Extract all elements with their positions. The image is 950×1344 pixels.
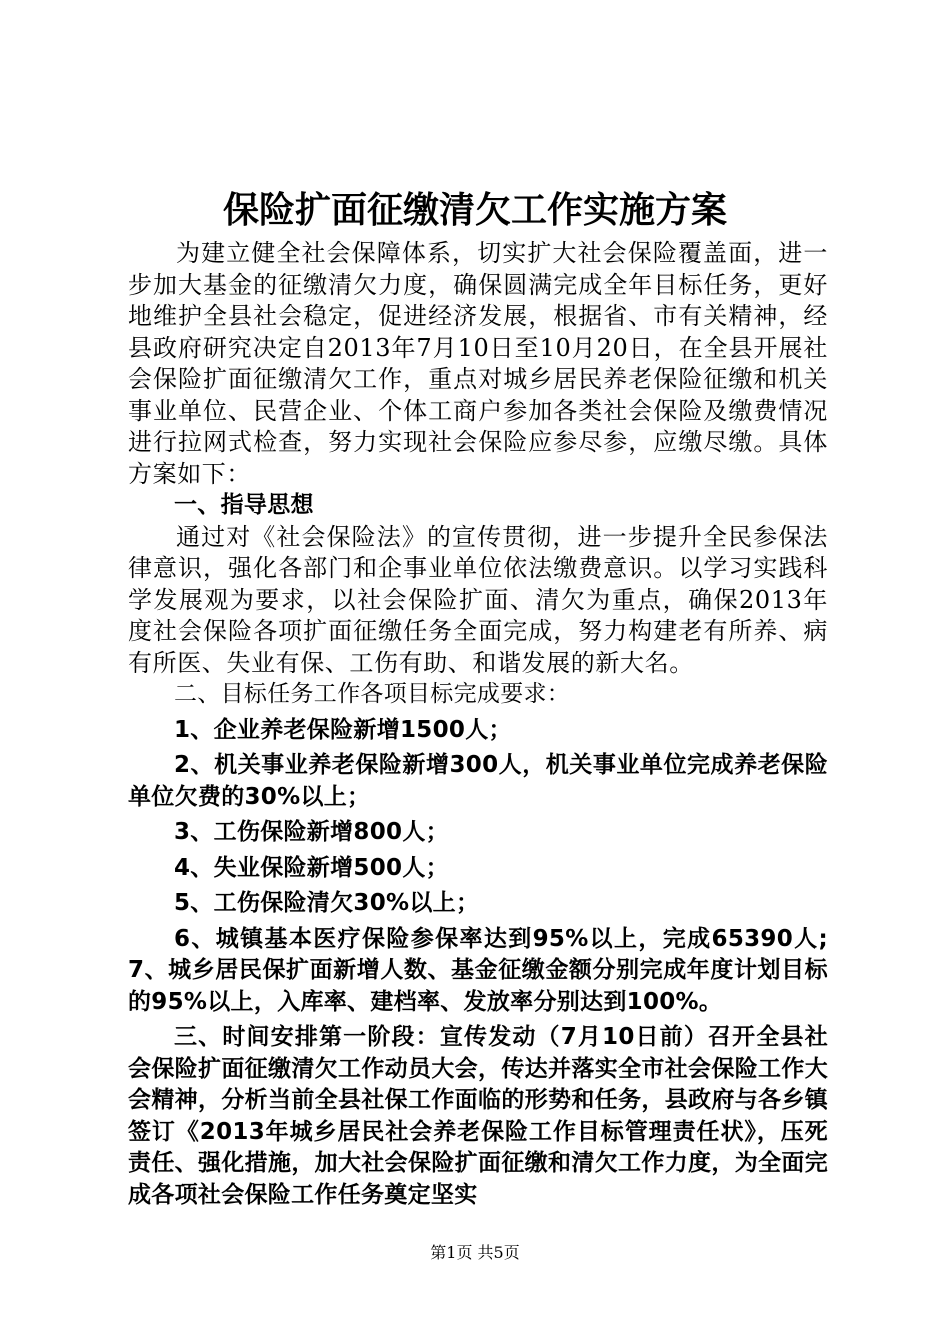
target-item-4: 4、失业保险新增500人； xyxy=(174,854,449,881)
document-body xyxy=(128,238,828,1211)
target-item-1: 1、企业养老保险新增1500人； xyxy=(174,716,512,743)
target-item-2: 2、机关事业养老保险新增300人，机关事业单位完成养老保险单位欠费的30%以上； xyxy=(128,752,828,810)
section-heading-targets: 二、目标任务工作各项目标完成要求： xyxy=(174,681,571,707)
target-item-3: 3、工伤保险新增800人； xyxy=(174,819,449,845)
intro-paragraph: 为建立健全社会保障体系，切实扩大社会保险覆盖面，进一步加大基金的征缴清欠力度，确保圆满完成全年目标任务，更好地维护全县社会稳定，促进经济发展，根据省、市有关精神，经县政府研究决定自2013年7月10日至10月20日，在全县开展社会保险扩面征缴清欠工作，重点对城乡居民养老保险征缴和机关事业单位、民营企业、个体工商户参加各类社会保险及缴费情况进行拉网式检查，努力实现社会保险应参尽参，应缴尽缴。具体方案如下： xyxy=(128,239,828,488)
page-footer: 第1页 共5页 xyxy=(430,1243,520,1262)
target-item-5: 5、工伤保险清欠30%以上； xyxy=(174,890,480,916)
document-title: 保险扩面征缴清欠工作实施方案 xyxy=(222,189,727,231)
target-item-6: 6、城镇基本医疗保险参保率达到95%以上，完成65390人;7、城乡居民保扩面新增人数、基金征缴金额分别完成年度计划目标的95%以上，入库率、建档率、发放率分别达到100%。 xyxy=(128,925,828,1015)
section-heading-guiding: 一、指导思想 xyxy=(174,492,314,518)
guiding-paragraph: 通过对《社会保险法》的宣传贯彻，进一步提升全民参保法律意识，强化各部门和企事业单位依法缴费意识。以学习实践科学发展观为要求，以社会保险扩面、清欠为重点，确保2013年度社会保险各项扩面征缴任务全面完成，努力构建老有所养、病有所医、失业有保、工伤有助、和谐发展的新大名。 xyxy=(128,522,828,677)
schedule-paragraph: 三、时间安排第一阶段：宣传发动（7月10日前）召开全县社会保险扩面征缴清欠工作动员大会，传达并落实全市社会保险工作大会精神，分析当前全县社保工作面临的形势和任务，县政府与各乡镇签订《2013年城乡居民社会养老保险工作目标管理责任状》，压死责任、强化措施，加大社会保险扩面征缴和清欠工作力度，为全面完成各项社会保险工作任务奠定坚实 xyxy=(128,1024,828,1208)
